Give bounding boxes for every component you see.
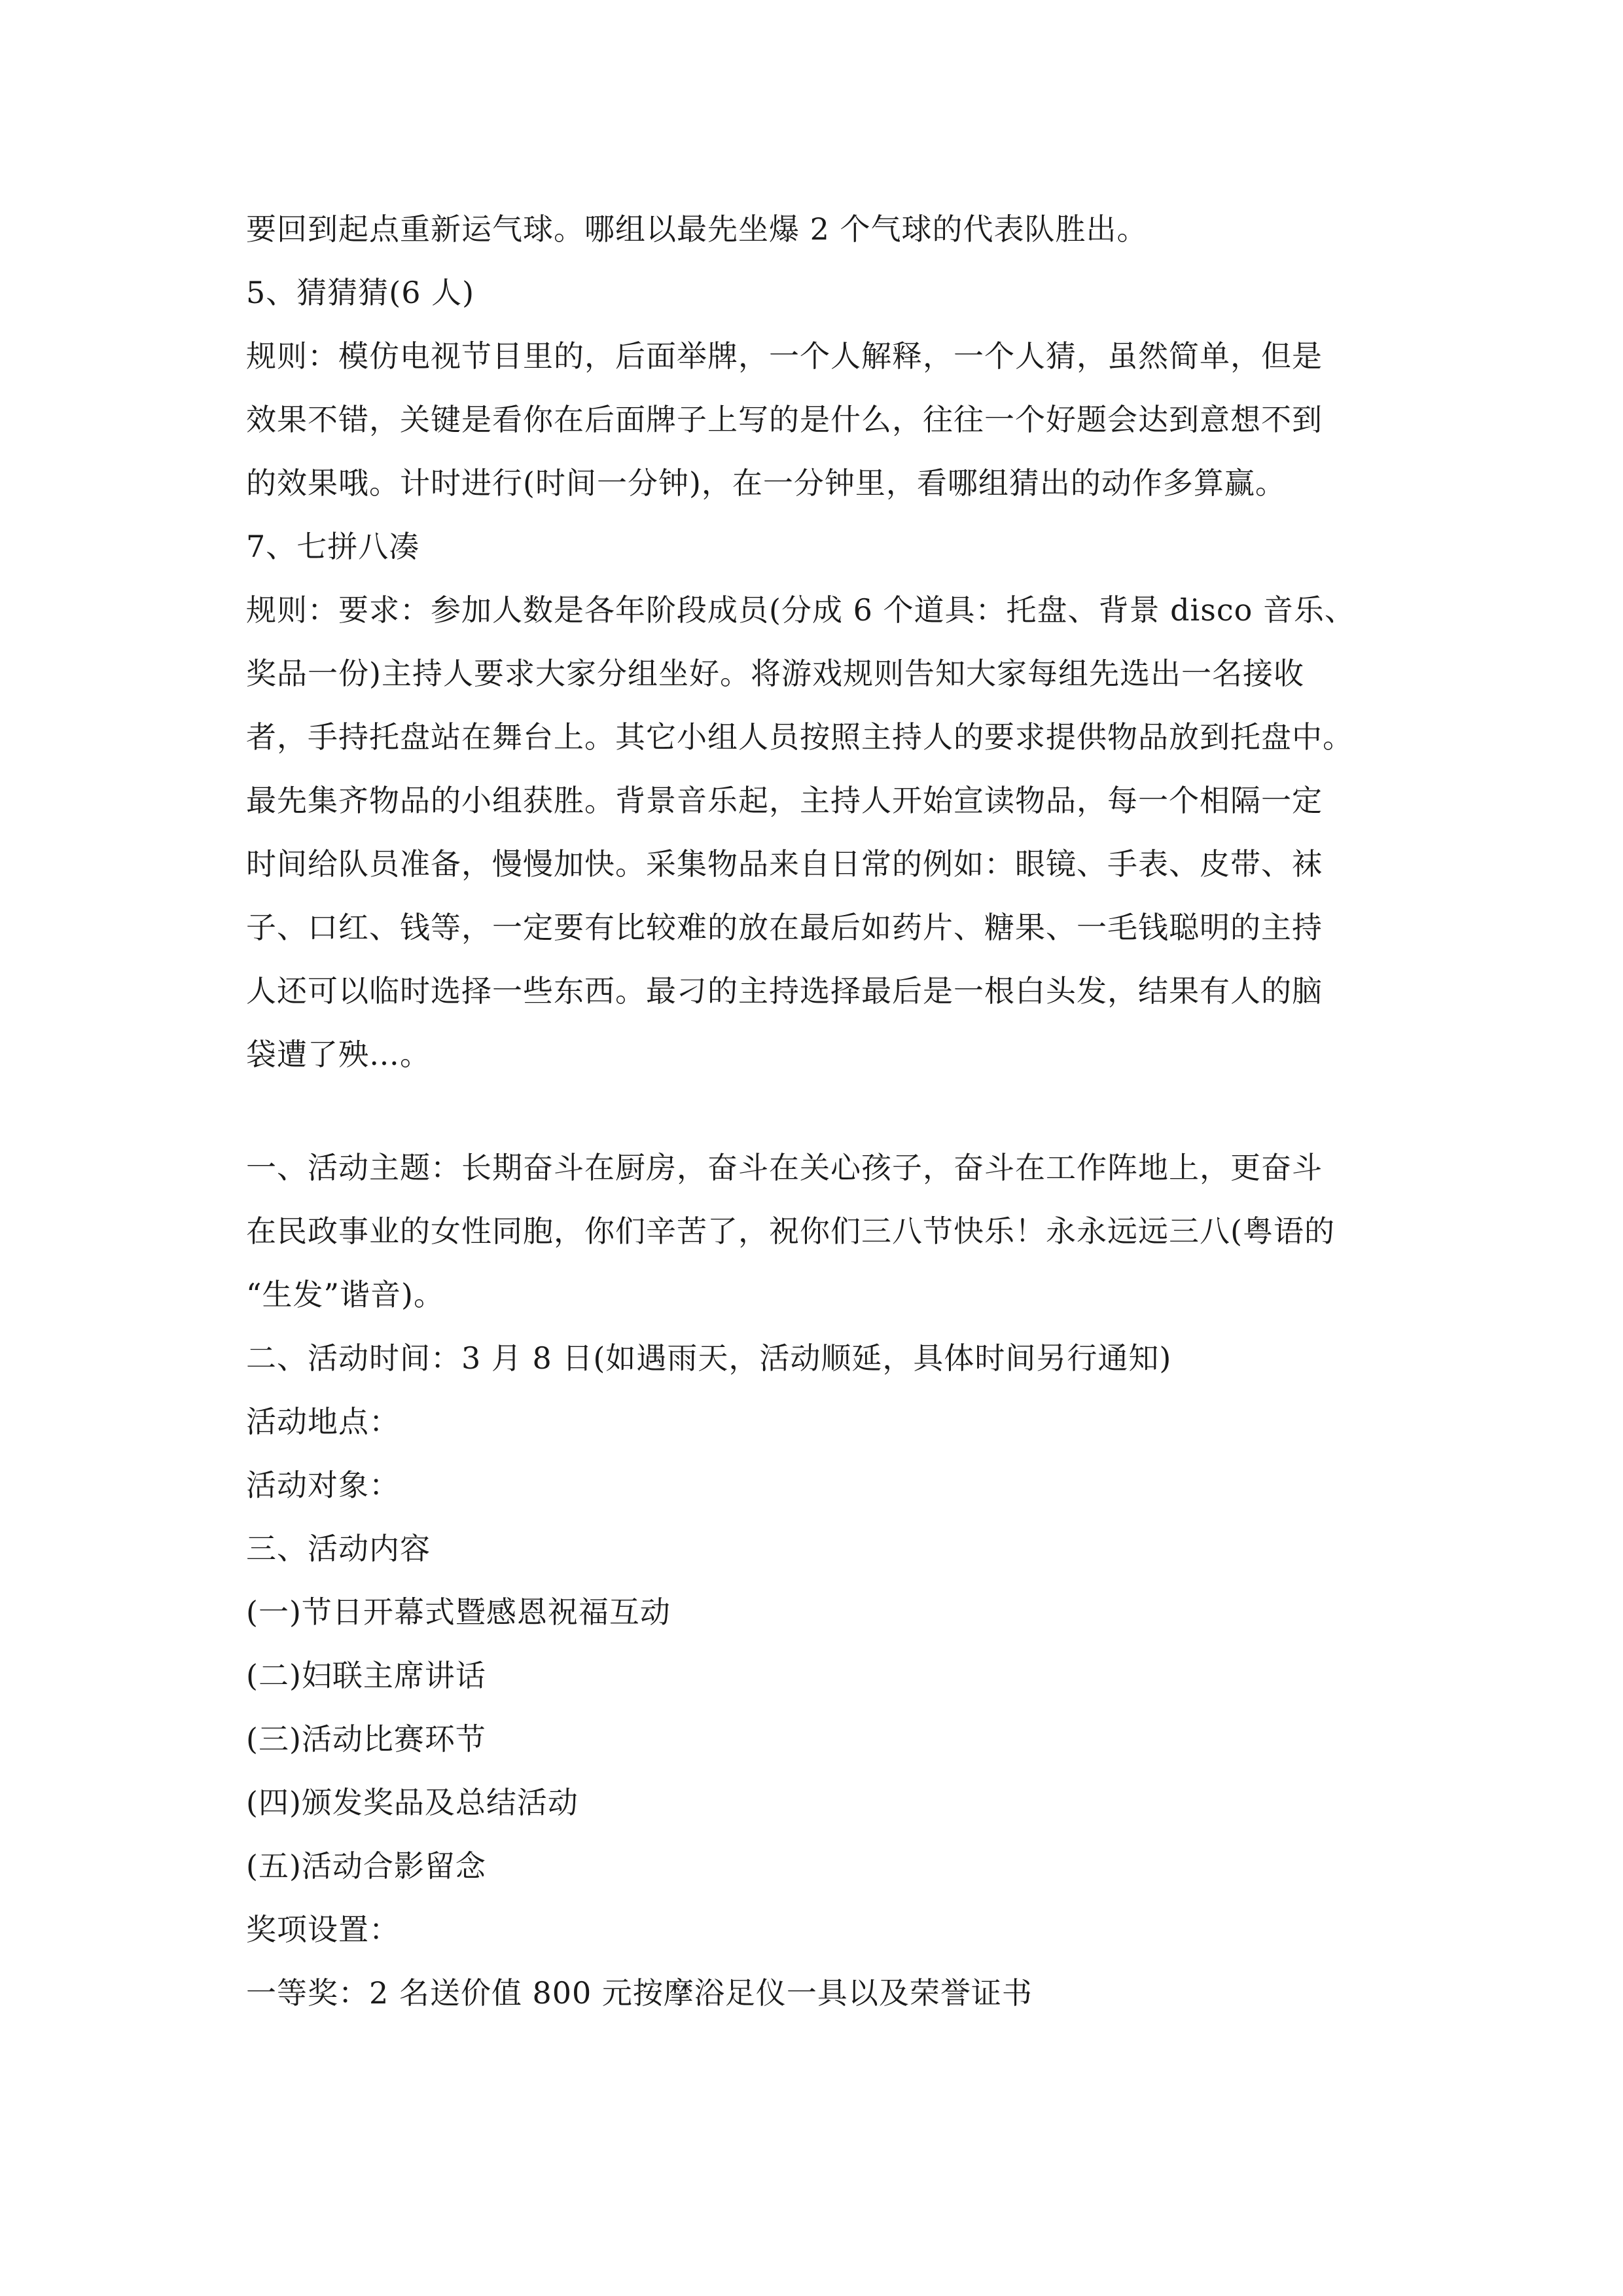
activity-plan-section [246, 1136, 1393, 2025]
activity-time-line: 二、活动时间：3 月 8 日(如遇雨天，活动顺延，具体时间另行通知) [246, 1340, 1172, 1376]
text-line: 在民政事业的女性同胞，你们辛苦了，祝你们三八节快乐！永永远远三八(粤语的 [246, 1213, 1335, 1249]
text-line: 者，手持托盘站在舞台上。其它小组人员按照主持人的要求提供物品放到托盘中。 [246, 719, 1353, 755]
list-item: (一)节日开幕式暨感恩祝福互动 [246, 1594, 671, 1630]
awards-heading: 奖项设置： [246, 1912, 400, 1947]
games-rules-section [246, 198, 1393, 1086]
text-line: 要回到起点重新运气球。哪组以最先坐爆 2 个气球的代表队胜出。 [246, 211, 1148, 247]
text-line: 的效果哦。计时进行(时间一分钟)，在一分钟里，看哪组猜出的动作多算赢。 [246, 465, 1286, 501]
activity-theme-line: 一、活动主题：长期奋斗在厨房，奋斗在关心孩子，奋斗在工作阵地上，更奋斗 [246, 1150, 1323, 1185]
list-item: (四)颁发奖品及总结活动 [246, 1785, 579, 1820]
activity-location-line: 活动地点： [246, 1404, 400, 1439]
text-line: 最先集齐物品的小组获胜。背景音乐起，主持人开始宣读物品，每一个相隔一定 [246, 783, 1323, 818]
text-line: 人还可以临时选择一些东西。最刁的主持选择最后是一根白头发，结果有人的脑 [246, 973, 1323, 1009]
game-5-heading: 5、猜猜猜(6 人) [246, 275, 475, 310]
text-line: 规则：模仿电视节目里的，后面举牌，一个人解释，一个人猜，虽然简单，但是 [246, 338, 1323, 374]
text-line: 奖品一份)主持人要求大家分组坐好。将游戏规则告知大家每组先选出一名接收 [246, 656, 1304, 691]
text-line: “生发”谐音)。 [246, 1277, 444, 1312]
activity-target-line: 活动对象： [246, 1467, 400, 1503]
text-line: 时间给队员准备，慢慢加快。采集物品来自日常的例如：眼镜、手表、皮带、袜 [246, 846, 1323, 882]
list-item: (三)活动比赛环节 [246, 1721, 486, 1757]
list-item: (二)妇联主席讲话 [246, 1658, 486, 1693]
text-line: 袋遭了殃…。 [246, 1037, 431, 1072]
text-line: 子、口红、钱等，一定要有比较难的放在最后如药片、糖果、一毛钱聪明的主持 [246, 910, 1323, 945]
text-line: 效果不错，关键是看你在后面牌子上写的是什么，往往一个好题会达到意想不到 [246, 402, 1323, 437]
first-prize-line: 一等奖：2 名送价值 800 元按摩浴足仪一具以及荣誉证书 [246, 1975, 1033, 2011]
game-7-heading: 7、七拼八凑 [246, 529, 420, 564]
list-item: (五)活动合影留念 [246, 1848, 486, 1884]
activity-content-heading: 三、活动内容 [246, 1531, 431, 1566]
text-line: 规则：要求：参加人数是各年阶段成员(分成 6 个道具：托盘、背景 disco 音乐、 [246, 592, 1355, 628]
